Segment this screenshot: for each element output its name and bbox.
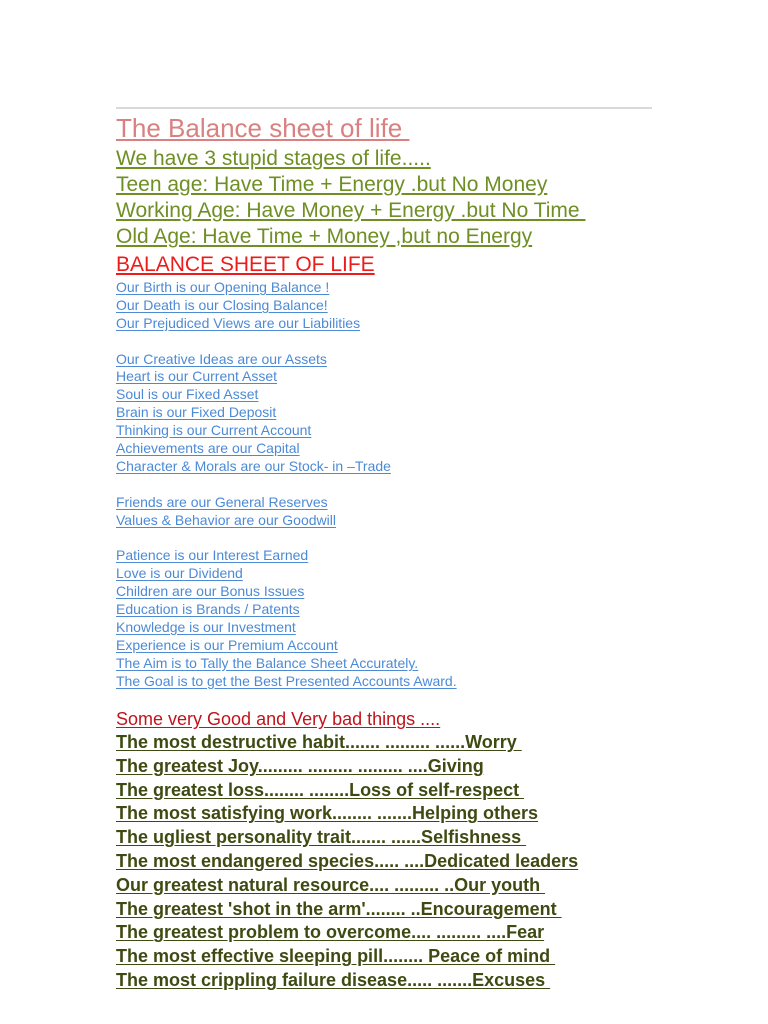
list-item[interactable]: Our greatest natural resource.... ......... ..Our youth <box>116 874 546 895</box>
balance-sheet-list <box>116 279 457 690</box>
list-item[interactable]: The most satisfying work........ .......Helping others <box>116 803 539 824</box>
list-item[interactable]: The greatest Joy......... ......... ......... ....Giving <box>116 755 484 776</box>
list-spacer <box>116 333 457 351</box>
list-item[interactable]: The most destructive habit....... ......... ......Worry <box>116 732 522 752</box>
list-item[interactable]: The most endangered species..... ....Dedicated leaders <box>116 850 579 871</box>
list-spacer <box>116 476 457 494</box>
intro-line-stages[interactable]: We have 3 stupid stages of life..... <box>116 147 431 170</box>
intro-line-old-age[interactable]: Old Age: Have Time + Money ,but no Energy <box>116 225 533 248</box>
list-item[interactable]: Character & Morals are our Stock- in –Trade <box>116 457 391 474</box>
list-item[interactable]: The ugliest personality trait....... ......Selfishness <box>116 827 527 848</box>
list-item[interactable]: Experience is our Premium Account <box>116 636 338 653</box>
list-item[interactable]: Values & Behavior are our Goodwill <box>116 511 336 528</box>
list-item[interactable]: The greatest 'shot in the arm'........ ..Encouragement <box>116 898 562 919</box>
list-item[interactable]: Our Prejudiced Views are our Liabilities <box>116 314 361 331</box>
list-item[interactable]: Knowledge is our Investment <box>116 618 296 635</box>
balance-sheet-heading[interactable]: BALANCE SHEET OF LIFE <box>116 253 375 276</box>
list-item[interactable]: The Goal is to get the Best Presented Accounts Award. <box>116 672 457 689</box>
list-item[interactable]: Thinking is our Current Account <box>116 422 312 439</box>
list-item[interactable]: Children are our Bonus Issues <box>116 583 305 600</box>
good-bad-things-heading[interactable]: Some very Good and Very bad things .... <box>116 709 441 729</box>
list-item[interactable]: The most effective sleeping pill........ Peace of mind <box>116 946 556 967</box>
intro-line-teen-age[interactable]: Teen age: Have Time + Energy .but No Money <box>116 173 548 196</box>
list-item[interactable]: Heart is our Current Asset <box>116 368 278 385</box>
list-item[interactable]: Education is Brands / Patents <box>116 601 300 618</box>
list-item[interactable]: Our Death is our Closing Balance! <box>116 296 328 313</box>
list-item[interactable]: Our Creative Ideas are our Assets <box>116 350 327 367</box>
list-item[interactable]: Patience is our Interest Earned <box>116 547 309 564</box>
list-item[interactable]: Soul is our Fixed Asset <box>116 386 259 403</box>
list-spacer <box>116 529 457 547</box>
horizontal-divider <box>116 107 652 109</box>
list-item[interactable]: The greatest problem to overcome.... ......... ....Fear <box>116 922 545 943</box>
list-item[interactable]: The Aim is to Tally the Balance Sheet Accurately. <box>116 654 419 671</box>
list-item[interactable]: Brain is our Fixed Deposit <box>116 404 277 421</box>
list-item[interactable]: The most crippling failure disease..... .......Excuses <box>116 969 551 990</box>
list-item[interactable]: Love is our Dividend <box>116 565 243 582</box>
page-title[interactable]: The Balance sheet of life <box>116 113 410 143</box>
intro-line-working-age[interactable]: Working Age: Have Money + Energy .but No Time <box>116 199 586 222</box>
list-item[interactable]: The greatest loss........ ........Loss of self-respect <box>116 779 525 800</box>
good-bad-things-list <box>116 731 578 993</box>
list-item[interactable]: Achievements are our Capital <box>116 440 300 457</box>
list-item[interactable]: Friends are our General Reserves <box>116 493 328 510</box>
list-item[interactable]: Our Birth is our Opening Balance ! <box>116 279 330 295</box>
